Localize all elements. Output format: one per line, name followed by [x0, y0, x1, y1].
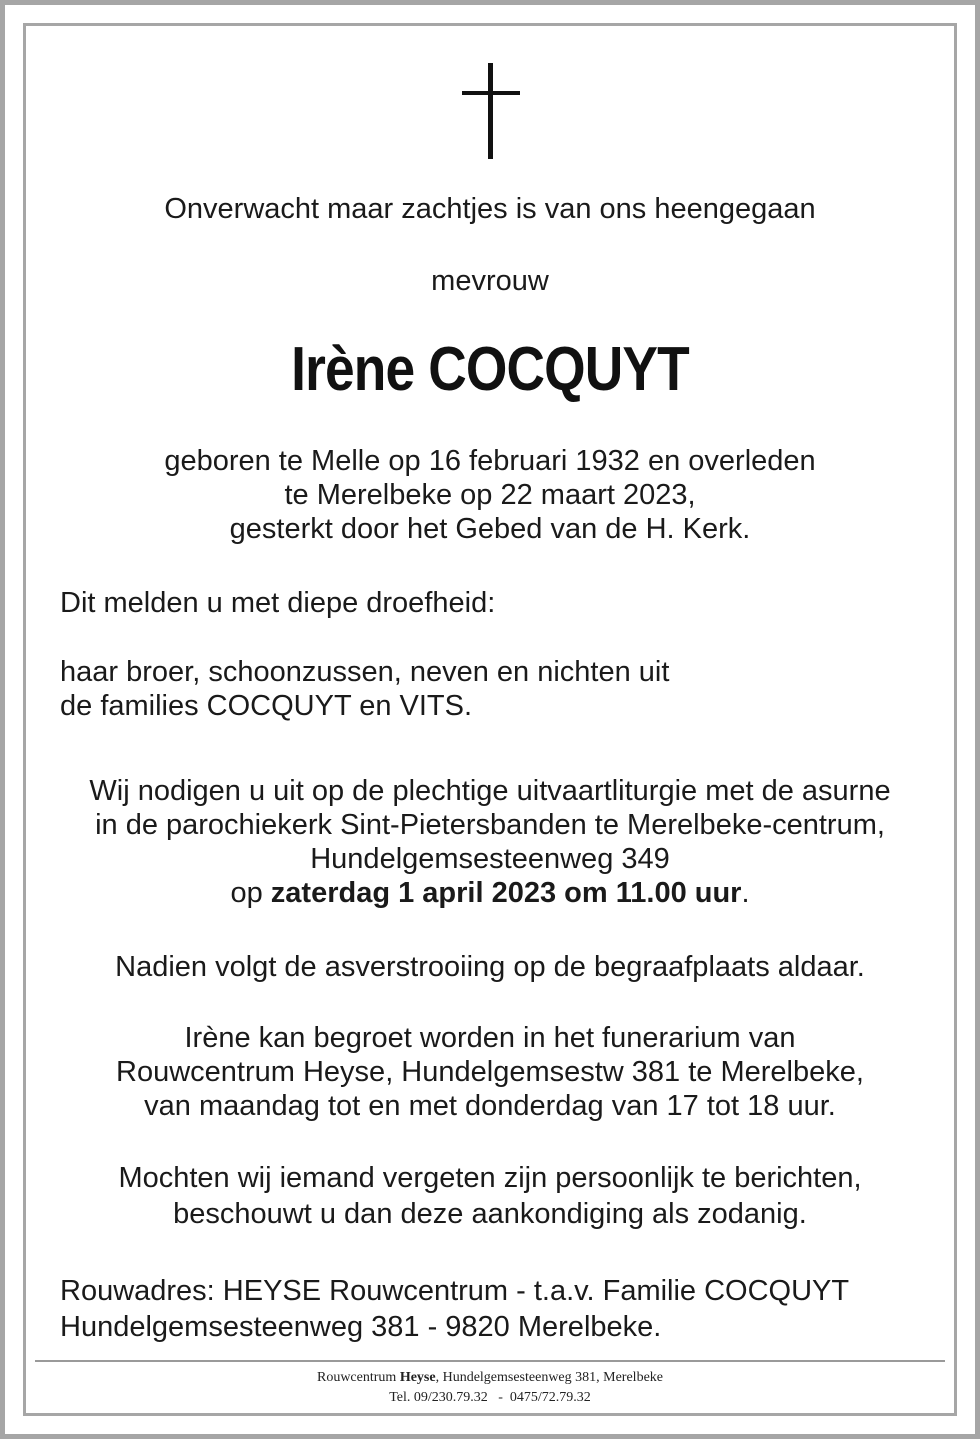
- footer-suffix: , Hundelgemsesteenweg 381, Merelbeke: [435, 1370, 664, 1385]
- ceremony-line: Wij nodigen u uit op de plechtige uitvaartliturgie met de asurne: [89, 775, 891, 807]
- scattering-text: Nadien volgt de asverstrooiing op de begraafplaats aldaar.: [115, 951, 865, 983]
- ceremony-line: Hundelgemsesteenweg 349: [310, 843, 670, 875]
- ceremony-date-suffix: .: [741, 877, 750, 909]
- address-line: Hundelgemsesteenweg 381 - 9820 Merelbeke.: [60, 1311, 662, 1343]
- notice-line: Mochten wij iemand vergeten zijn persoonlijk te berichten,: [118, 1162, 862, 1194]
- family-line: de families COCQUYT en VITS.: [60, 690, 473, 722]
- ceremony-date-prefix: op: [230, 877, 271, 909]
- intro-text: Onverwacht maar zachtjes is van ons heengegaan: [164, 193, 816, 225]
- deceased-name: Irène COCQUYT: [291, 335, 689, 404]
- family-line: haar broer, schoonzussen, neven en nichten uit: [60, 656, 670, 688]
- birth-line: geboren te Melle op 16 februari 1932 en overleden: [164, 445, 816, 477]
- cross-horizontal-bar: [462, 91, 520, 95]
- birth-line: gesterkt door het Gebed van de H. Kerk.: [229, 513, 751, 545]
- footer-prefix: Rouwcentrum: [316, 1370, 400, 1385]
- footer-phone: Tel. 09/230.79.32 - 0475/72.79.32: [389, 1390, 591, 1405]
- viewing-line: Irène kan begroet worden in het funerarium van: [184, 1022, 796, 1054]
- footer-line1: [0, 1368, 980, 1387]
- ceremony-line: in de parochiekerk Sint-Pietersbanden te Merelbeke-centrum,: [95, 809, 885, 841]
- title-prefix: mevrouw: [431, 265, 549, 297]
- birth-line: te Merelbeke op 22 maart 2023,: [284, 479, 696, 511]
- notice-line: beschouwt u dan deze aankondiging als zodanig.: [173, 1198, 807, 1230]
- footer-divider: [35, 1360, 945, 1362]
- address-line: Rouwadres: HEYSE Rouwcentrum - t.a.v. Familie COCQUYT: [60, 1275, 850, 1307]
- footer-brand: Heyse: [399, 1370, 436, 1385]
- ceremony-date: [0, 876, 980, 910]
- viewing-line: van maandag tot en met donderdag van 17 tot 18 uur.: [144, 1090, 836, 1122]
- viewing-line: Rouwcentrum Heyse, Hundelgemsestw 381 te Merelbeke,: [116, 1056, 864, 1088]
- cross-icon: [462, 63, 520, 159]
- announce-intro: Dit melden u met diepe droefheid:: [60, 587, 496, 619]
- cross-vertical-bar: [488, 63, 493, 159]
- ceremony-date-bold: zaterdag 1 april 2023 om 11.00 uur: [270, 877, 742, 909]
